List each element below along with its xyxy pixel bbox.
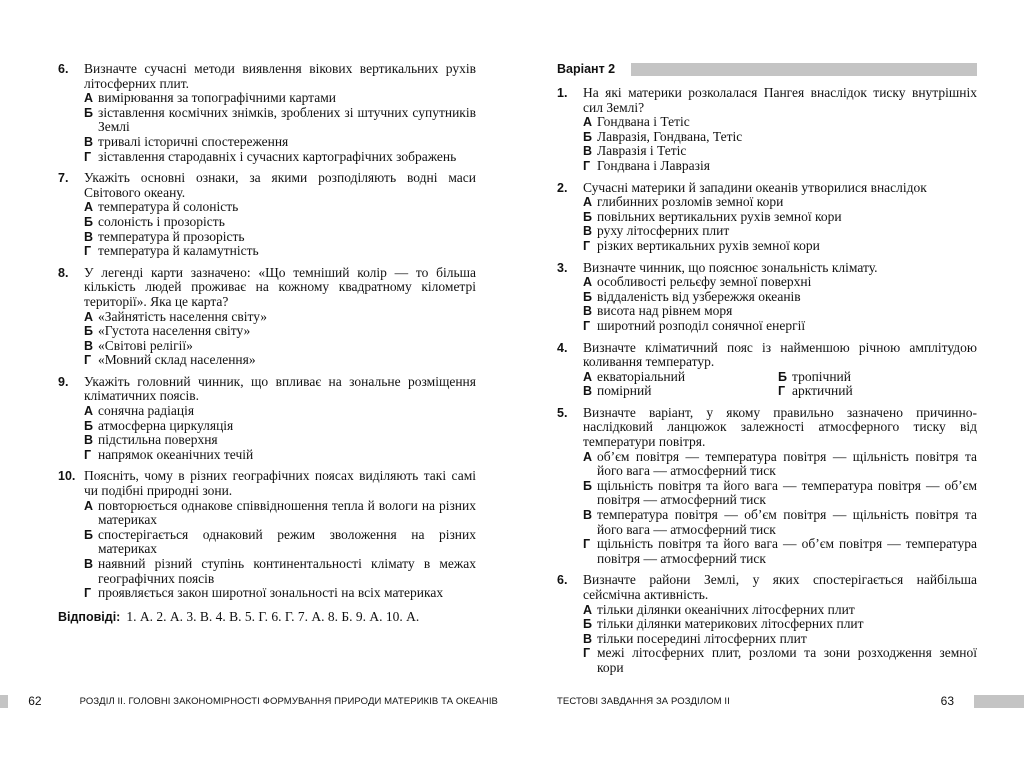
- answer-options: [84, 404, 476, 462]
- question-text: Визначте райони Землі, у яких спостерігається найбільша сейсмічна активність.: [583, 572, 977, 602]
- answer-options: [583, 450, 977, 567]
- answer-option: [583, 304, 977, 319]
- option-text: екваторіальний: [597, 368, 686, 384]
- option-text: солоність і прозорість: [98, 213, 225, 229]
- option-letter: Г: [583, 238, 591, 253]
- option-letter: А: [583, 275, 593, 290]
- option-letter: Г: [583, 537, 591, 552]
- question-number: 5.: [557, 405, 568, 420]
- question-number: 8.: [58, 265, 69, 280]
- option-letter: А: [84, 200, 94, 215]
- answer-option: [84, 586, 476, 601]
- option-letter: Б: [583, 209, 592, 224]
- answer-option: [778, 384, 977, 399]
- question-text: Укажіть основні ознаки, за якими розподіляють водні маси Світового океану.: [84, 170, 476, 200]
- answer-option: [583, 210, 977, 225]
- question-item: [557, 181, 977, 254]
- option-letter: Б: [778, 369, 787, 384]
- answer-option: [84, 353, 476, 368]
- page-number: 62: [28, 694, 42, 708]
- option-letter: Г: [84, 353, 92, 368]
- option-letter: Б: [84, 527, 93, 542]
- left-footer: [0, 693, 512, 709]
- answers-text: 1. А. 2. А. 3. В. 4. В. 5. Г. 6. Г. 7. А. 8. Б. 9. А. 10. А.: [126, 608, 420, 624]
- question-list: [58, 62, 476, 601]
- option-text: межі літосферних плит, розломи та зони розходження земної кори: [597, 645, 977, 675]
- option-letter: А: [583, 115, 593, 130]
- answer-option: [84, 150, 476, 165]
- option-letter: Г: [84, 149, 92, 164]
- question-text: Поясніть, чому в різних географічних поясах виділяють такі самі чи подібні природні зони.: [84, 468, 476, 499]
- option-text: температура й каламутність: [98, 243, 259, 259]
- answer-option: [84, 324, 476, 339]
- option-letter: А: [583, 195, 593, 210]
- answer-options: [84, 200, 476, 258]
- question-text: Сучасні материки й западини океанів утворилися внаслідок: [583, 179, 927, 195]
- option-text: тільки посередині літосферних плит: [597, 630, 807, 646]
- answer-option: [583, 275, 977, 290]
- option-text: спостерігається однаковий режим зволоження на різних материках: [98, 526, 476, 557]
- variant-title: Варіант 2: [557, 62, 616, 76]
- question-item: [557, 573, 977, 675]
- question-text: У легенді карти зазначено: «Що темніший колір — то більша кількість людей проживає на кожному квадратному кілометрі території». Яка це карта?: [84, 264, 476, 309]
- answer-option: [84, 528, 476, 557]
- option-letter: В: [583, 384, 593, 399]
- answer-options: [583, 195, 977, 253]
- option-text: тривалі історичні спостереження: [98, 133, 289, 149]
- answer-option: [583, 159, 977, 174]
- question-number: 3.: [557, 260, 568, 275]
- right-footer: [512, 693, 1024, 709]
- left-questions-column: [58, 62, 476, 625]
- question-item: [557, 261, 977, 334]
- option-text: «Світові релігії»: [98, 337, 193, 353]
- option-letter: В: [583, 144, 593, 159]
- option-text: зіставлення космічних знімків, зроблених зі штучних супутників Землі: [98, 104, 476, 135]
- answers-label: Відповіді:: [58, 609, 121, 624]
- option-text: руху літосферних плит: [597, 223, 730, 239]
- answer-option: [84, 499, 476, 528]
- answer-option: [583, 115, 977, 130]
- option-text: наявний різний ступінь континентальності клімату в межах географічних поясів: [98, 556, 476, 586]
- answer-option: [583, 319, 977, 334]
- question-number: 2.: [557, 180, 568, 195]
- answer-option: [84, 310, 476, 325]
- option-letter: Г: [583, 318, 591, 333]
- answer-option: [583, 290, 977, 305]
- answer-option: [84, 135, 476, 150]
- option-text: температура повітря — об’єм повітря — щільність повітря та його вага — атмосферний тиск: [597, 507, 977, 537]
- option-text: «Зайнятість населення світу»: [98, 308, 268, 324]
- option-letter: Г: [778, 384, 786, 399]
- option-text: тільки ділянки материкових літосферних плит: [597, 616, 864, 632]
- option-letter: В: [583, 631, 593, 646]
- option-letter: Б: [84, 324, 93, 339]
- option-letter: Б: [84, 418, 93, 433]
- question-text: Визначте сучасні методи виявлення вікових вертикальних рухів літосферних плит.: [84, 61, 476, 91]
- answer-options: [583, 115, 977, 173]
- answer-option: [84, 419, 476, 434]
- question-text: На які материки розколалася Пангея внаслідок тиску внутрішніх сил Землі?: [583, 85, 977, 115]
- answer-option: [583, 239, 977, 254]
- page-number: 63: [940, 694, 954, 708]
- option-letter: Г: [84, 447, 92, 462]
- option-letter: А: [583, 602, 593, 617]
- option-text: широтний розподіл сонячної енергії: [597, 317, 806, 333]
- answer-option: [583, 479, 977, 508]
- question-text: Визначте варіант, у якому правильно зазначено причинно-наслідковий ланцюжок залежності атмосферного тиску від температури повітря.: [583, 404, 977, 450]
- answer-option: [84, 230, 476, 245]
- answer-option: [84, 200, 476, 215]
- question-item: [557, 406, 977, 567]
- option-text: Гондвана і Лавразія: [597, 157, 710, 173]
- answer-option: [84, 404, 476, 419]
- answer-option: [583, 450, 977, 479]
- answer-option: [583, 646, 977, 675]
- option-text: Гондвана і Тетіс: [597, 114, 690, 130]
- option-letter: Б: [583, 129, 592, 144]
- variant-bar: [631, 63, 977, 76]
- option-letter: В: [84, 134, 94, 149]
- option-text: зіставлення стародавніх і сучасних картографічних зображень: [98, 148, 457, 164]
- answer-option: [84, 339, 476, 354]
- answer-option: [583, 603, 977, 618]
- option-text: глибинних розломів земної кори: [597, 194, 784, 210]
- answer-option: [84, 557, 476, 586]
- answer-option: [84, 448, 476, 463]
- option-text: особливості рельєфу земної поверхні: [597, 274, 812, 290]
- answer-option: [84, 91, 476, 106]
- answer-options: [583, 603, 977, 676]
- variant-header: [557, 62, 977, 76]
- answer-option: [583, 144, 977, 159]
- question-text: Укажіть головний чинник, що впливає на зональне розміщення кліматичних поясів.: [84, 373, 476, 404]
- option-letter: А: [84, 309, 94, 324]
- answer-options: [84, 91, 476, 164]
- question-text: Визначте чинник, що пояснює зональність клімату.: [583, 259, 878, 275]
- option-letter: Б: [583, 478, 592, 493]
- footer-bar: [0, 695, 8, 708]
- option-text: температура й прозорість: [98, 228, 245, 244]
- option-letter: Г: [84, 244, 92, 259]
- option-text: повільних вертикальних рухів земної кори: [597, 208, 842, 224]
- question-item: [58, 469, 476, 600]
- option-letter: А: [84, 498, 94, 513]
- option-letter: В: [583, 304, 593, 319]
- option-text: тропічний: [792, 368, 852, 384]
- option-text: віддаленість від узбережжя океанів: [597, 288, 801, 304]
- answer-option: [84, 215, 476, 230]
- option-letter: В: [583, 224, 593, 239]
- answer-option: [583, 537, 977, 566]
- answer-option: [583, 370, 778, 385]
- option-text: щільність повітря та його вага — температура повітря — об’єм повітря — атмосферний тиск: [597, 477, 977, 508]
- question-item: [58, 62, 476, 164]
- question-number: 1.: [557, 86, 568, 100]
- question-number: 6.: [58, 62, 69, 76]
- question-item: [58, 375, 476, 463]
- option-letter: Б: [583, 289, 592, 304]
- answer-options: [583, 275, 977, 333]
- option-letter: В: [84, 338, 94, 353]
- option-letter: А: [84, 404, 94, 419]
- question-number: 7.: [58, 171, 69, 186]
- option-letter: В: [84, 557, 94, 571]
- question-item: [58, 171, 476, 259]
- option-letter: В: [84, 229, 94, 244]
- option-text: «Мовний склад населення»: [98, 352, 256, 368]
- option-text: проявляється закон широтної зональності на всіх материках: [98, 585, 444, 601]
- question-list: [557, 86, 977, 676]
- option-text: напрямок океанічних течій: [98, 446, 254, 462]
- option-text: щільність повітря та його вага — об’єм повітря — температура повітря — атмосферний тиск: [597, 536, 977, 566]
- option-text: повторюється однакове співвідношення тепла й вологи на різних материках: [98, 497, 476, 528]
- option-letter: А: [583, 369, 593, 384]
- answer-option: [84, 244, 476, 259]
- option-letter: А: [84, 91, 94, 106]
- option-text: «Густота населення світу»: [98, 323, 251, 339]
- option-text: тільки ділянки океанічних літосферних плит: [597, 601, 855, 617]
- answer-option: [583, 384, 778, 399]
- answer-option: [583, 195, 977, 210]
- option-text: арктичний: [792, 383, 853, 399]
- option-text: температура й солоність: [98, 199, 239, 215]
- answer-options: [583, 370, 977, 399]
- footer-section-title: РОЗДІЛ II. ГОЛОВНІ ЗАКОНОМІРНОСТІ ФОРМУВАННЯ ПРИРОДИ МАТЕРИКІВ ТА ОКЕАНІВ: [79, 695, 498, 707]
- question-item: [557, 341, 977, 399]
- option-text: різких вертикальних рухів земної кори: [597, 237, 820, 253]
- answer-options: [84, 499, 476, 601]
- option-text: об’єм повітря — температура повітря — щільність повітря та його вага — атмосферний тиск: [597, 448, 977, 479]
- answers-key: [58, 609, 476, 625]
- option-text: Лавразія, Гондвана, Тетіс: [597, 128, 743, 144]
- question-number: 4.: [557, 340, 568, 355]
- option-text: помірний: [597, 383, 652, 399]
- footer-bar: [974, 695, 1024, 708]
- question-item: [557, 86, 977, 174]
- right-questions-column: [557, 62, 977, 683]
- answer-option: [583, 632, 977, 647]
- option-text: вимірювання за топографічними картами: [98, 90, 336, 106]
- right-page: [512, 0, 1024, 768]
- option-text: Лавразія і Тетіс: [597, 143, 687, 159]
- option-letter: В: [583, 508, 593, 523]
- option-text: підстильна поверхня: [98, 432, 218, 448]
- question-text: Визначте кліматичний пояс із найменшою річною амплітудою коливання температур.: [583, 339, 977, 370]
- question-number: 6.: [557, 573, 568, 588]
- answer-option: [84, 106, 476, 135]
- question-item: [58, 266, 476, 368]
- option-text: атмосферна циркуляція: [98, 417, 234, 433]
- option-letter: В: [84, 433, 94, 448]
- footer-section-title: ТЕСТОВІ ЗАВДАННЯ ЗА РОЗДІЛОМ II: [557, 695, 730, 707]
- answer-option: [84, 433, 476, 448]
- option-text: висота над рівнем моря: [597, 303, 733, 319]
- option-letter: Б: [583, 617, 592, 632]
- answer-option: [583, 130, 977, 145]
- option-letter: Б: [84, 214, 93, 229]
- answer-options: [84, 310, 476, 368]
- answer-option: [778, 370, 977, 385]
- answer-option: [583, 508, 977, 537]
- answer-option: [583, 224, 977, 239]
- option-letter: Г: [583, 646, 591, 661]
- option-letter: Г: [84, 586, 92, 601]
- option-letter: А: [583, 449, 593, 464]
- question-number: 10.: [58, 469, 76, 484]
- question-number: 9.: [58, 374, 69, 389]
- answer-option: [583, 617, 977, 632]
- option-letter: Б: [84, 105, 93, 120]
- option-text: сонячна радіація: [98, 403, 195, 419]
- option-letter: Г: [583, 158, 591, 173]
